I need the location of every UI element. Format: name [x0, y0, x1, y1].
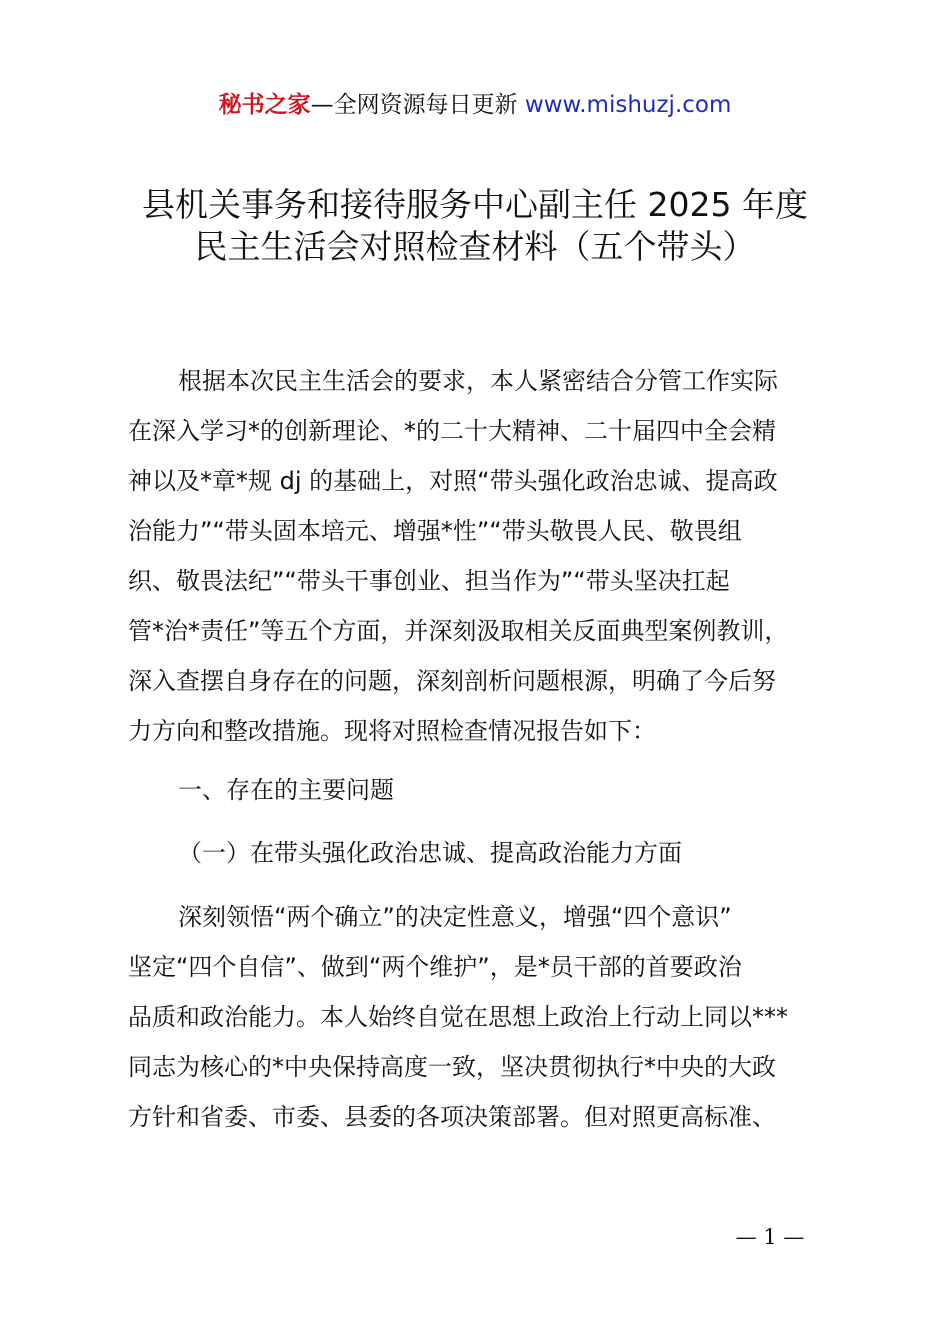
- intro-line: 力方向和整改措施。现将对照检查情况报告如下：: [128, 717, 656, 745]
- site-brand: 秘书之家: [218, 92, 311, 118]
- intro-line: 神以及*章*规 dj 的基础上，对照“带头强化政治忠诚、提高政: [128, 467, 778, 495]
- site-slogan: —全网资源每日更新: [310, 92, 525, 118]
- intro-line: 织、敬畏法纪”“带头干事创业、担当作为”“带头坚决扛起: [128, 567, 730, 595]
- body-line: 方针和省委、市委、县委的各项决策部署。但对照更高标准、: [128, 1103, 776, 1131]
- intro-line: 根据本次民主生活会的要求，本人紧密结合分管工作实际: [178, 367, 778, 395]
- body-paragraph: [128, 892, 828, 1142]
- title-line-1: 县机关事务和接待服务中心副主任 2025 年度: [142, 185, 808, 224]
- body-line: 坚定“四个自信”、做到“两个维护”，是*员干部的首要政治: [128, 953, 742, 981]
- intro-line: 深入查摆自身存在的问题，深刻剖析问题根源，明确了今后努: [128, 667, 776, 695]
- site-url-link[interactable]: www.mishuzj.com: [524, 92, 732, 118]
- section-heading: 一、存在的主要问题: [178, 776, 394, 804]
- site-header: [0, 88, 950, 122]
- intro-line: 管*治*责任”等五个方面，并深刻汲取相关反面典型案例教训，: [128, 617, 789, 645]
- intro-line: 治能力”“带头固本培元、增强*性”“带头敬畏人民、敬畏组: [128, 517, 742, 545]
- document-title: [0, 184, 950, 268]
- subsection-heading: （一）在带头强化政治忠诚、提高政治能力方面: [178, 839, 682, 867]
- title-line-2: 民主生活会对照检查材料（五个带头）: [194, 227, 756, 266]
- body-line: 同志为核心的*中央保持高度一致，坚决贯彻执行*中央的大政: [128, 1053, 776, 1081]
- intro-paragraph: [128, 356, 828, 756]
- body-line: 品质和政治能力。本人始终自觉在思想上政治上行动上同以***: [128, 1003, 788, 1031]
- intro-line: 在深入学习*的创新理论、*的二十大精神、二十届四中全会精: [128, 417, 776, 445]
- body-line: 深刻领悟“两个确立”的决定性意义，增强“四个意识”: [178, 903, 732, 931]
- page-number: — 1 —: [735, 1225, 805, 1249]
